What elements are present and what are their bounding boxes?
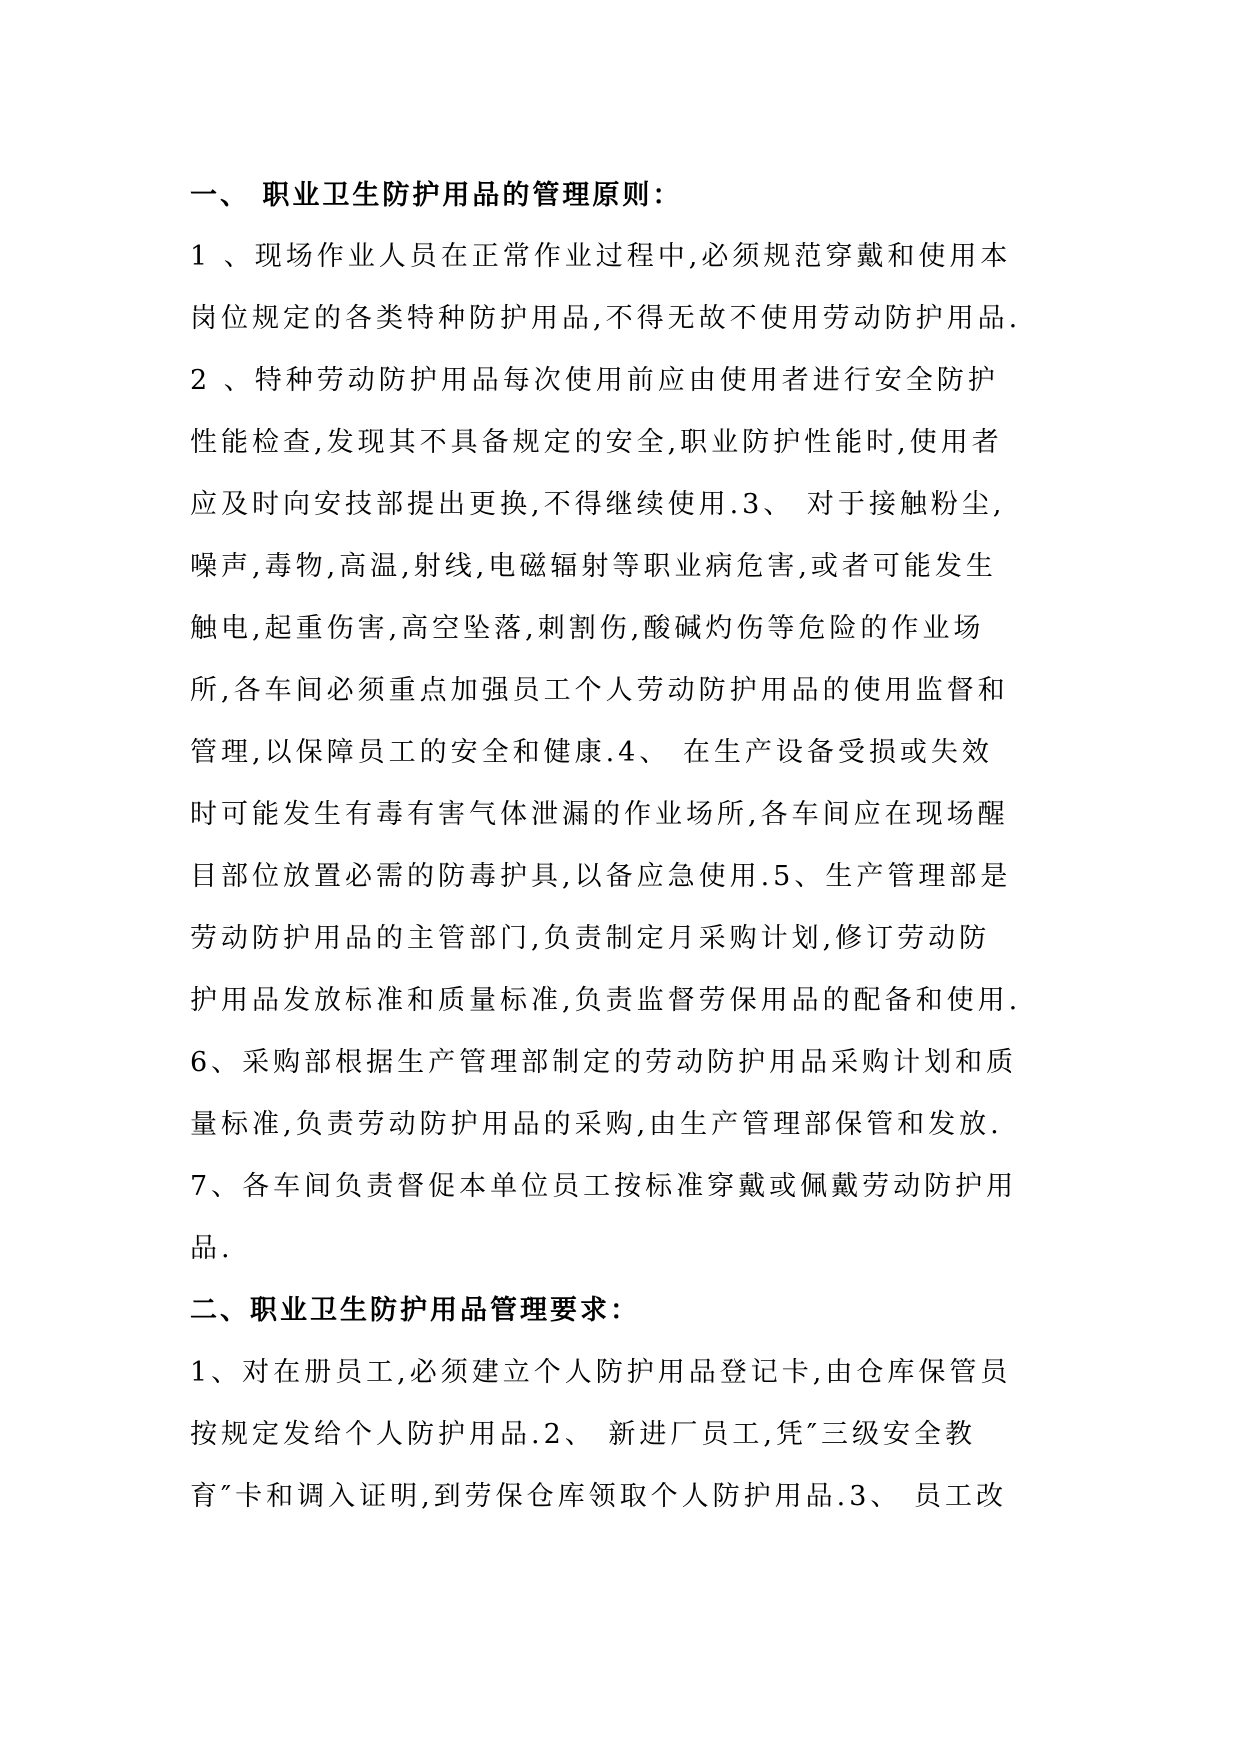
paragraph-line: 2 、特种劳动防护用品每次使用前应由使用者进行安全防护 xyxy=(190,365,999,396)
section-heading-1: 一、 职业卫生防护用品的管理原则： xyxy=(190,180,683,211)
paragraph-line: 应及时向安技部提出更换,不得继续使用.3、 对于接触粉尘, xyxy=(190,489,1006,520)
paragraph-line: 目部位放置必需的防毒护具,以备应急使用.5、生产管理部是 xyxy=(190,861,1012,892)
paragraph-line: 管理,以保障员工的安全和健康.4、 在生产设备受损或失效 xyxy=(190,737,993,768)
paragraph-line: 岗位规定的各类特种防护用品,不得无故不使用劳动防护用品. xyxy=(190,303,1022,334)
paragraph-line: 品. xyxy=(190,1233,234,1264)
paragraph-line: 育″卡和调入证明,到劳保仓库领取个人防护用品.3、 员工改 xyxy=(190,1481,1008,1512)
section-heading-2: 二、职业卫生防护用品管理要求： xyxy=(190,1295,640,1326)
paragraph-line: 1 、现场作业人员在正常作业过程中,必须规范穿戴和使用本 xyxy=(190,241,1012,272)
paragraph-line: 7、各车间负责督促本单位员工按标准穿戴或佩戴劳动防护用 xyxy=(190,1171,1018,1202)
paragraph-line: 性能检查,发现其不具备规定的安全,职业防护性能时,使用者 xyxy=(190,427,1003,458)
paragraph-line: 触电,起重伤害,高空坠落,刺割伤,酸碱灼伤等危险的作业场 xyxy=(190,613,985,644)
paragraph-line: 1、对在册员工,必须建立个人防护用品登记卡,由仓库保管员 xyxy=(190,1357,1012,1388)
paragraph-line: 护用品发放标准和质量标准,负责监督劳保用品的配备和使用. xyxy=(190,985,1022,1016)
paragraph-line: 量标准,负责劳动防护用品的采购,由生产管理部保管和发放. xyxy=(190,1109,1003,1140)
paragraph-line: 噪声,毒物,高温,射线,电磁辐射等职业病危害,或者可能发生 xyxy=(190,551,997,582)
paragraph-line: 时可能发生有毒有害气体泄漏的作业场所,各车间应在现场醒 xyxy=(190,799,1009,830)
paragraph-line: 所,各车间必须重点加强员工个人劳动防护用品的使用监督和 xyxy=(190,675,1009,706)
paragraph-line: 6、采购部根据生产管理部制定的劳动防护用品采购计划和质 xyxy=(190,1047,1018,1078)
paragraph-line: 劳动防护用品的主管部门,负责制定月采购计划,修订劳动防 xyxy=(190,923,991,954)
paragraph-line: 按规定发给个人防护用品.2、 新进厂员工,凭″三级安全教 xyxy=(190,1419,977,1450)
